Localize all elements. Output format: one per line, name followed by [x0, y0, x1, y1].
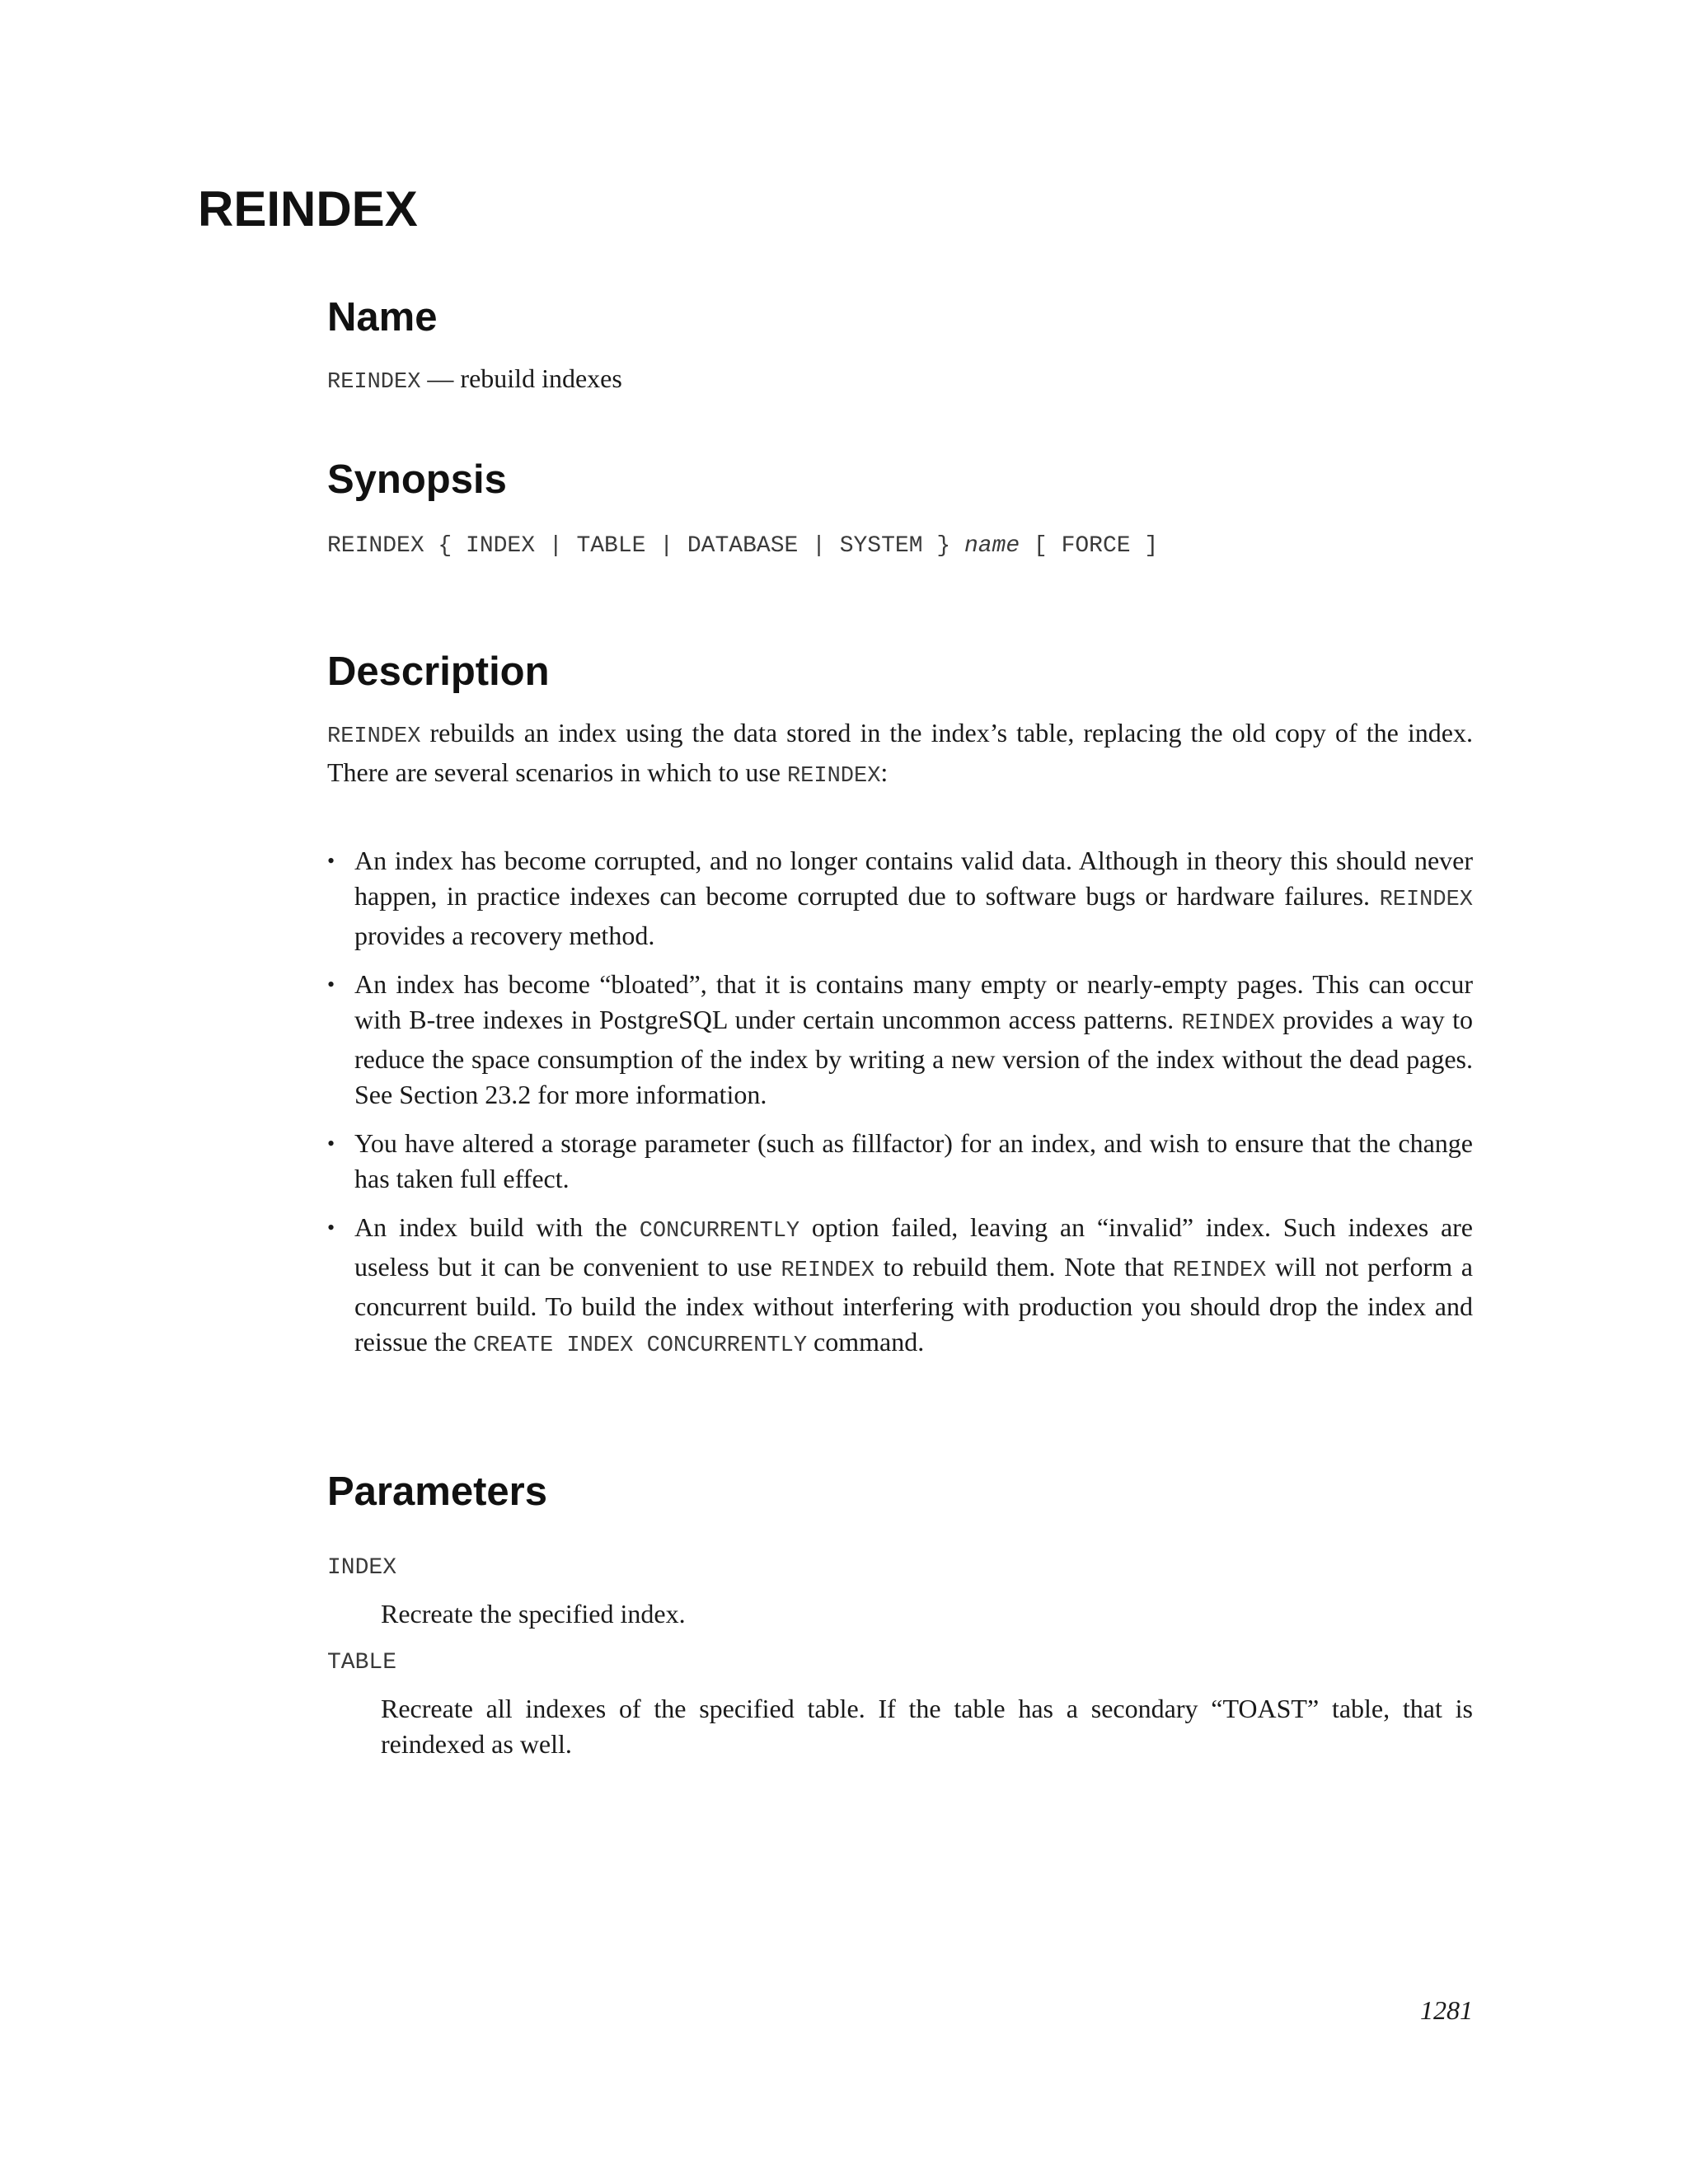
bullet-icon: • — [327, 1216, 335, 1240]
inline-code: CONCURRENTLY — [639, 1219, 800, 1244]
inline-code: REINDEX — [786, 764, 881, 789]
list-item-text: An index build with the — [354, 1212, 640, 1242]
name-summary — [327, 361, 1473, 401]
description-heading: Description — [327, 649, 550, 694]
list-item-text: will not perform a concurrent build. To build the index without interfering with production you should drop the index and reissue the — [354, 1252, 1474, 1357]
parameter-term-table: TABLE — [327, 1650, 397, 1675]
inline-code: REINDEX — [781, 1258, 874, 1283]
synopsis-code — [327, 530, 1481, 563]
inline-code: REINDEX — [1181, 1011, 1275, 1036]
description-text-part: rebuilds an index using the data stored in the index’s table, replacing the old copy of the index. There are several scenarios in which to use — [327, 718, 1473, 787]
list-item — [327, 843, 1473, 954]
scenario-list — [327, 843, 1473, 1377]
inline-code: REINDEX — [1379, 888, 1473, 912]
bullet-icon: • — [327, 1132, 335, 1155]
parameter-term-index: INDEX — [327, 1555, 397, 1581]
command-summary: — rebuild indexes — [420, 363, 622, 393]
list-item-text: command. — [807, 1327, 925, 1357]
synopsis-heading: Synopsis — [327, 457, 507, 502]
parameter-list — [327, 1552, 1473, 1777]
parameters-heading: Parameters — [327, 1469, 547, 1514]
list-item-text: You have altered a storage parameter (such as fillfactor) for an index, and wish to ensure that the change has taken full effect. — [354, 1128, 1473, 1193]
list-item — [327, 1126, 1473, 1197]
page-number: 1281 — [1420, 1995, 1473, 2025]
list-item-text: option failed, leaving an “invalid” index. Such indexes are useless but it can be convenient to use — [354, 1212, 1474, 1282]
inline-code: CREATE INDEX CONCURRENTLY — [472, 1333, 808, 1358]
inline-code: REINDEX — [1172, 1258, 1267, 1283]
description-intro — [327, 715, 1473, 794]
list-item-text: An index has become “bloated”, that it is contains many empty or nearly-empty pages. This can occur with B-tree indexes in PostgreSQL under certain uncommon access patterns. — [354, 969, 1473, 1034]
list-item — [327, 967, 1473, 1113]
list-item-text: An index has become corrupted, and no longer contains valid data. Although in theory this should never happen, in practice indexes can become corrupted due to software bugs or hardware failures. — [354, 846, 1473, 911]
inline-code: REINDEX — [327, 724, 421, 749]
parameter-description-table: Recreate all indexes of the specified table. If the table has a secondary “TOAST” table, that is reindexed as well. — [381, 1694, 1473, 1759]
list-item-text: provides a way to reduce the space consumption of the index by writing a new version of the index without the dead pages. See Section 23.2 for more information. — [354, 1005, 1474, 1109]
parameter-description-index: Recreate the specified index. — [381, 1599, 686, 1629]
list-item-text: provides a recovery method. — [354, 921, 655, 950]
list-item-text: to rebuild them. Note that — [874, 1252, 1173, 1282]
command-name: REINDEX — [327, 370, 421, 395]
name-heading: Name — [327, 295, 438, 340]
description-text-part: : — [880, 757, 889, 787]
synopsis-suffix: [ FORCE ] — [1020, 533, 1159, 559]
synopsis-placeholder: name — [964, 533, 1020, 559]
synopsis-prefix: REINDEX { INDEX | TABLE | DATABASE | SYSTEM } — [327, 533, 964, 559]
list-item — [327, 1210, 1473, 1364]
bullet-icon: • — [327, 849, 335, 873]
page-title: REINDEX — [198, 181, 418, 237]
bullet-icon: • — [327, 972, 335, 996]
